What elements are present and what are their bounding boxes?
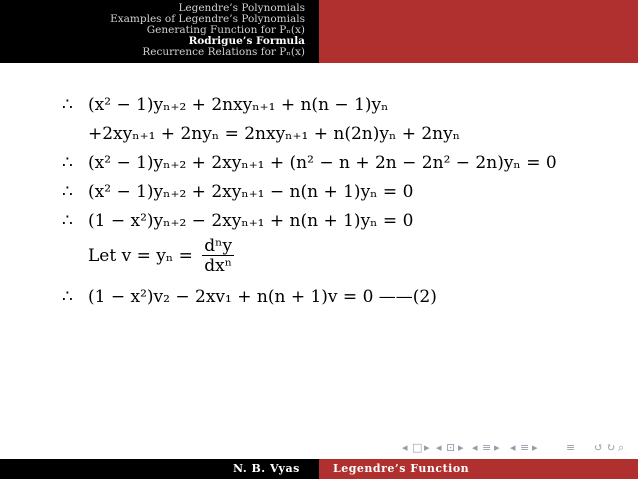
forward-icon[interactable]: ↻ bbox=[606, 441, 616, 454]
slide-content bbox=[0, 63, 638, 459]
equation-line-2: +2xyₙ₊₁ + 2nyₙ = 2nxyₙ₊₁ + n(2n)yₙ + 2nyₙ bbox=[88, 124, 461, 144]
footer-title: Legendre’s Function bbox=[333, 462, 470, 475]
header-bar bbox=[0, 0, 638, 63]
nav-item-recurrence-relations[interactable]: Recurrence Relations for Pₙ(x) bbox=[142, 46, 305, 58]
footer-bar bbox=[0, 459, 638, 479]
nav-item-rodrigues-formula[interactable]: Rodrigue’s Formula bbox=[188, 35, 305, 47]
equation-line-5: (1 − x²)yₙ₊₂ − 2xyₙ₊₁ + n(n + 1)yₙ = 0 bbox=[88, 211, 414, 231]
equation-line-7: (1 − x²)v₂ − 2xv₁ + n(n + 1)v = 0 ——(2) bbox=[88, 287, 437, 307]
equation-line-1: (x² − 1)yₙ₊₂ + 2nxyₙ₊₁ + n(n − 1)yₙ bbox=[88, 95, 389, 115]
toc-icon[interactable]: ≡ bbox=[566, 441, 576, 454]
derivative-fraction bbox=[202, 237, 234, 276]
footer-author-box bbox=[0, 459, 319, 479]
section-navigation bbox=[0, 0, 319, 63]
next-subsection-icon[interactable]: ▸ bbox=[494, 441, 500, 454]
therefore-symbol: ∴ bbox=[62, 153, 73, 173]
equation-line-6 bbox=[88, 236, 234, 276]
equation-line-4: (x² − 1)yₙ₊₂ + 2xyₙ₊₁ − n(n + 1)yₙ = 0 bbox=[88, 182, 414, 202]
search-icon[interactable]: ⌕ bbox=[618, 441, 625, 454]
prev-subsection-icon[interactable]: ◂ bbox=[472, 441, 478, 454]
footer-title-box bbox=[319, 459, 638, 479]
section-icon[interactable]: ≡ bbox=[520, 441, 530, 454]
header-accent bbox=[319, 0, 638, 63]
let-definition: Let v = yₙ = bbox=[88, 246, 193, 266]
nav-item-examples[interactable]: Examples of Legendre’s Polynomials bbox=[110, 13, 305, 25]
back-icon[interactable]: ↺ bbox=[594, 441, 604, 454]
fraction-denominator: dxⁿ bbox=[204, 256, 233, 276]
therefore-symbol: ∴ bbox=[62, 211, 73, 231]
therefore-symbol: ∴ bbox=[62, 95, 73, 115]
prev-frame-icon[interactable]: ◂ bbox=[436, 441, 442, 454]
footer-author: N. B. Vyas bbox=[233, 462, 300, 475]
equation-line-3: (x² − 1)yₙ₊₂ + 2xyₙ₊₁ + (n² − n + 2n − 2n² − 2n)yₙ = 0 bbox=[88, 153, 557, 173]
nav-item-generating-function[interactable]: Generating Function for Pₙ(x) bbox=[146, 24, 305, 36]
subsection-icon[interactable]: ≡ bbox=[482, 441, 492, 454]
slide-icon[interactable]: □ bbox=[412, 441, 423, 454]
prev-section-icon[interactable]: ◂ bbox=[510, 441, 516, 454]
therefore-symbol: ∴ bbox=[62, 287, 73, 307]
next-frame-icon[interactable]: ▸ bbox=[458, 441, 464, 454]
frame-icon[interactable]: ⊡ bbox=[446, 441, 456, 454]
nav-item-legendres-polynomials[interactable]: Legendre’s Polynomials bbox=[178, 2, 305, 14]
fraction-numerator: dⁿy bbox=[204, 236, 233, 256]
therefore-symbol: ∴ bbox=[62, 182, 73, 202]
prev-slide-icon[interactable]: ◂ bbox=[402, 441, 408, 454]
next-section-icon[interactable]: ▸ bbox=[532, 441, 538, 454]
next-slide-icon[interactable]: ▸ bbox=[424, 441, 430, 454]
